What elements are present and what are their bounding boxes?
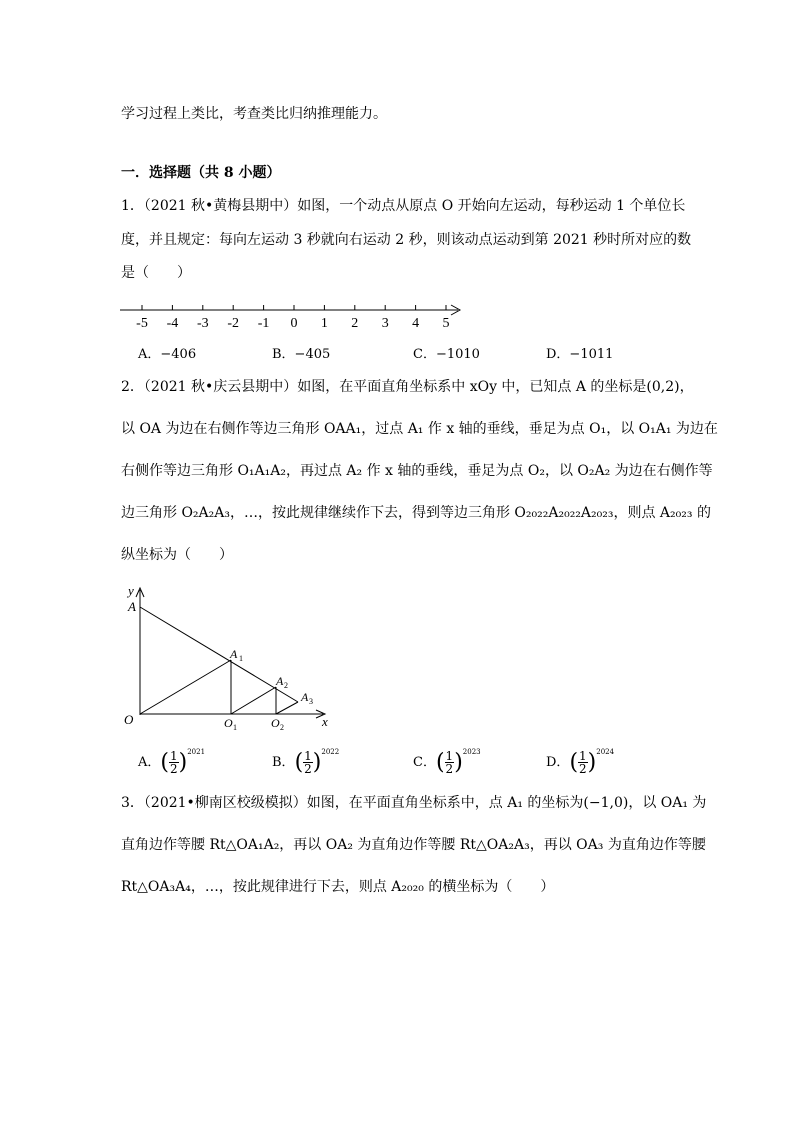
number-line-tick-label: 5	[442, 316, 450, 331]
q1-line-3: 是（ ）	[121, 265, 191, 281]
frac-den: 2	[169, 762, 178, 776]
q1-option-b[interactable]: B．−405	[272, 347, 331, 362]
exponent: 2023	[462, 748, 481, 756]
number-line-tick-label: 2	[351, 316, 359, 331]
intro-text: 学习过程上类比，考查类比归纳推理能力。	[121, 106, 387, 122]
fig-label-x: x	[322, 714, 328, 729]
frac-den: 2	[579, 762, 587, 776]
exponent: 2024	[596, 748, 615, 756]
fig-label-o2: O	[271, 716, 280, 730]
q2-option-d[interactable]: D．( $\frac{1}{2}$ )$^{2024}$	[546, 748, 615, 776]
frac-den: 2	[445, 762, 454, 776]
q2-line-4: 边三角形 O₂A₂A₃，…，按此规律继续作下去，得到等边三角形 O₂₀₂₂A₂₀₂₂A₂₀₂₃，则点 A₂₀₂₃ 的	[121, 505, 711, 521]
section-title: 一．选择题（共 8 小题）	[121, 165, 281, 181]
q1-number-line	[118, 300, 468, 336]
exponent: 2022	[321, 748, 340, 756]
fig-label-o2-sub: 2	[280, 723, 284, 732]
q2-option-c[interactable]: C．( $\frac{1}{2}$ )$^{2023}$	[413, 748, 481, 776]
fig-label-a1-sub: 1	[239, 654, 243, 663]
fig-label-a2-sub: 2	[284, 681, 288, 690]
option-letter: C．	[413, 755, 436, 770]
frac-num: 1	[304, 749, 312, 763]
fig-label-o1: O	[224, 716, 233, 730]
fig-label-o: O	[124, 712, 134, 727]
q3-line-1: 3．（2021•柳南区校级模拟）如图，在平面直角坐标系中，点 A₁ 的坐标为(−1,0)，以 OA₁ 为	[121, 795, 707, 811]
frac-num: 1	[169, 749, 178, 763]
q3-line-2: 直角边作等腰 Rt△OA₁A₂，再以 OA₂ 为直角边作等腰 Rt△OA₂A₃，再以 OA₃ 为直角边作等腰	[121, 837, 706, 853]
q2-figure	[118, 578, 348, 733]
fig-label-a2: A	[276, 674, 284, 688]
fig-label-y: y	[128, 583, 134, 598]
q2-line-5: 纵坐标为（ ）	[121, 547, 233, 563]
q2-line-1: 2．（2021 秋•庆云县期中）如图，在平面直角坐标系中 xOy 中，已知点 A 的坐标是(0,2)，	[121, 379, 694, 395]
option-letter: A．	[138, 755, 161, 770]
frac-den: 2	[304, 762, 312, 776]
number-line-tick-label: -5	[136, 316, 148, 331]
number-line-tick-label: -4	[166, 316, 179, 331]
frac-num: 1	[579, 749, 587, 763]
fig-label-a3: A	[301, 690, 309, 704]
q2-option-a[interactable]: A．( $\frac{1}{2}$ )$^{2021}$	[138, 748, 206, 776]
q1-option-a[interactable]: A．−406	[138, 347, 197, 362]
number-line-tick-label: 3	[381, 316, 389, 331]
option-letter: B．	[272, 755, 295, 770]
fig-label-a3-sub: 3	[309, 697, 313, 706]
q3-line-3: Rt△OA₃A₄，…，按此规律进行下去，则点 A₂₀₂₀ 的横坐标为（ ）	[121, 879, 555, 895]
number-line-tick-label: -1	[257, 316, 270, 331]
number-line-tick-label: 1	[320, 316, 328, 331]
number-line-tick-label: 0	[290, 316, 298, 331]
frac-num: 1	[445, 749, 454, 763]
q1-line-1: 1．（2021 秋•黄梅县期中）如图，一个动点从原点 O 开始向左运动，每秒运动 1 个单位长	[121, 198, 686, 214]
q1-option-d[interactable]: D．−1011	[546, 347, 614, 362]
q2-line-2: 以 OA 为边在右侧作等边三角形 OAA₁，过点 A₁ 作 x 轴的垂线，垂足为点 O₁，以 O₁A₁ 为边在	[121, 421, 718, 437]
number-line-tick-label: -2	[227, 316, 240, 331]
fig-label-a1: A	[230, 647, 238, 661]
exponent: 2021	[187, 748, 206, 756]
q1-option-c[interactable]: C．−1010	[413, 347, 480, 362]
q1-line-2: 度，并且规定：每向左运动 3 秒就向右运动 2 秒，则该动点运动到第 2021 秒时所对应的数	[121, 232, 692, 248]
q2-option-b[interactable]: B．( $\frac{1}{2}$ )$^{2022}$	[272, 748, 340, 776]
q2-line-3: 右侧作等边三角形 O₁A₁A₂，再过点 A₂ 作 x 轴的垂线，垂足为点 O₂，以 O₂A₂ 为边在右侧作等	[121, 463, 713, 479]
option-letter: D．	[546, 755, 570, 770]
number-line-tick-label: -3	[196, 316, 209, 331]
number-line-tick-label: 4	[412, 316, 420, 331]
fig-label-o1-sub: 1	[233, 723, 237, 732]
fig-label-a: A	[128, 599, 136, 614]
